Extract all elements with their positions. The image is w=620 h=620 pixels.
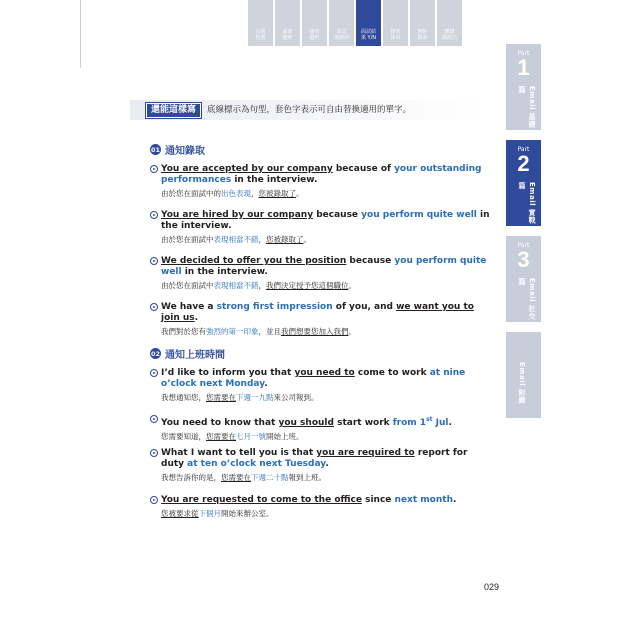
page-number: 029 — [484, 582, 500, 592]
section-number-badge: 01 — [150, 145, 161, 154]
sentence-pattern: You are hired by our company — [161, 210, 314, 220]
chinese-translation — [161, 235, 490, 245]
sentence-pattern: 您被錄取了 — [258, 189, 296, 198]
plain-text: 由於您在面試中的 — [161, 189, 221, 198]
section-number-badge: 02 — [150, 349, 161, 358]
sentence-pattern: 我們決定授予您這個職位 — [266, 281, 349, 290]
plain-text: . — [194, 313, 199, 323]
replaceable-word: next month — [394, 495, 453, 505]
top-tab-8[interactable]: 離職 感謝信 — [437, 0, 462, 46]
sentence-pattern: 您需要在 — [206, 432, 236, 441]
sentence-pattern: 您被錄取了 — [266, 235, 304, 244]
phrase-entry — [150, 164, 490, 199]
sentence-pattern: You are accepted by our company — [161, 164, 333, 174]
replaceable-word: at ten o’clock next Tuesday — [187, 459, 326, 469]
play-bullet-icon — [150, 449, 158, 457]
tip-badge: 還能這樣寫 — [146, 103, 201, 118]
phrase-entry — [150, 210, 490, 245]
plain-text: ， — [258, 281, 266, 290]
plain-text: because — [313, 210, 362, 220]
replaceable-word: at nine o’clock next Monday — [161, 368, 466, 389]
plain-text: . — [325, 459, 329, 469]
plain-text: ， — [258, 235, 266, 244]
sentence-pattern: 我們想要您加入我們 — [281, 327, 349, 336]
plain-text: 開始上班。 — [266, 432, 304, 441]
play-bullet-icon — [150, 496, 158, 504]
plain-text: because — [346, 256, 395, 266]
replaceable-word: 下週二十點 — [251, 473, 289, 482]
top-tab-6[interactable]: 接受 錄取 — [383, 0, 408, 46]
replaceable-word: 表現相當不錯 — [213, 281, 259, 290]
plain-text: 報到上班。 — [288, 473, 326, 482]
phrase-entry — [150, 256, 490, 291]
phrase-entry — [150, 368, 490, 403]
section-heading-1 — [150, 142, 205, 157]
plain-text: 由於您在面試中 — [161, 281, 214, 290]
top-chapter-tabs — [248, 0, 462, 46]
phrase-entry — [150, 448, 490, 483]
chinese-translation — [161, 432, 490, 442]
plain-text: . — [264, 379, 268, 389]
sentence-pattern: you should — [278, 418, 334, 428]
replaceable-word: 七月一號 — [236, 432, 266, 441]
tip-instruction: 底線標示為句型，套色字表示可自由替換適用的單字。 — [207, 105, 412, 115]
plain-text: because of — [332, 164, 395, 174]
replaceable-word: you perform quite well — [161, 256, 487, 277]
plain-text: 我想告訴你的是， — [161, 473, 221, 482]
english-sentence — [161, 495, 490, 506]
plain-text: 。 — [303, 235, 311, 244]
plain-text: 。 — [348, 327, 356, 336]
top-tab-1[interactable]: 自我 推薦 — [248, 0, 273, 46]
english-sentence — [161, 368, 490, 390]
replaceable-word: your outstanding performances — [161, 164, 482, 185]
english-sentence — [161, 448, 490, 470]
plain-text: report for duty — [161, 448, 468, 469]
plain-text: 。 — [348, 281, 356, 290]
plain-text: start work — [333, 418, 393, 428]
plain-text: since — [361, 495, 395, 505]
english-sentence — [161, 164, 490, 186]
play-bullet-icon — [150, 369, 158, 377]
sentence-pattern: You are requested to come to the office — [161, 495, 362, 505]
plain-text: in the interview. — [181, 267, 268, 277]
plain-text: 我們對於您有 — [161, 327, 206, 336]
sentence-pattern: 您需要在 — [206, 393, 236, 402]
section-heading-2 — [150, 346, 225, 361]
chinese-translation — [161, 189, 490, 199]
chinese-translation — [161, 509, 490, 519]
plain-text: 由於您在面試中 — [161, 235, 214, 244]
sentence-pattern: you need to — [294, 368, 355, 378]
sentence-pattern: you are required to — [316, 448, 415, 458]
phrase-entry — [150, 495, 490, 519]
sentence-pattern: we want you to join us — [161, 302, 474, 323]
plain-text: . — [452, 495, 457, 505]
chinese-translation — [161, 281, 490, 291]
top-tab-7[interactable]: 婉拒 錄取 — [410, 0, 435, 46]
section-title: 通知上班時間 — [165, 350, 225, 361]
play-bullet-icon — [150, 211, 158, 219]
plain-text: 。 — [296, 189, 304, 198]
replaceable-word: strong first impression — [216, 302, 333, 312]
english-sentence — [161, 256, 490, 278]
plain-text: 來公司報到。 — [273, 393, 319, 402]
english-sentence — [161, 414, 490, 429]
chinese-translation — [161, 393, 490, 403]
top-tab-5-active[interactable]: 面試結 果 Y/N — [356, 0, 381, 46]
play-bullet-icon — [150, 165, 158, 173]
margin-line — [80, 0, 81, 68]
top-tab-2[interactable]: 面談 邀約 — [275, 0, 300, 46]
top-tab-4[interactable]: 面試 感謝函 — [329, 0, 354, 46]
replaceable-word: from 1st Jul — [392, 416, 449, 428]
plain-text: We have a — [161, 302, 217, 312]
side-tab-part-2[interactable]: Part 2 Email 實戰篇 — [506, 140, 541, 226]
plain-text: 我想通知您， — [161, 393, 206, 402]
play-bullet-icon — [150, 257, 158, 265]
english-sentence — [161, 210, 490, 232]
top-tab-3[interactable]: 接受 邀約 — [302, 0, 327, 46]
phrase-entry — [150, 414, 490, 442]
plain-text: . — [448, 418, 452, 428]
plain-text: in the interview. — [161, 210, 490, 231]
sentence-pattern: 您需要在 — [221, 473, 251, 482]
sentence-pattern: 您被要求從 — [161, 509, 199, 518]
play-bullet-icon — [150, 303, 158, 311]
replaceable-word: 出色表現 — [221, 189, 251, 198]
side-tab-appendix[interactable]: Email 附錄 — [506, 332, 541, 418]
plain-text: I’d like to inform you that — [161, 368, 295, 378]
side-tab-part-3[interactable]: Part 3 Email 社交篇 — [506, 236, 541, 322]
plain-text: in the interview. — [231, 175, 318, 185]
phrase-entry — [150, 302, 490, 337]
play-bullet-icon — [150, 415, 158, 423]
chinese-translation — [161, 473, 490, 483]
plain-text: 您需要知道， — [161, 432, 206, 441]
side-tab-part-1[interactable]: Part 1 Email 基礎篇 — [506, 44, 541, 130]
plain-text: ，並且 — [258, 327, 281, 336]
plain-text: of you, and — [332, 302, 397, 312]
chinese-translation — [161, 327, 490, 337]
plain-text: What I want to tell you is that — [161, 448, 317, 458]
replaceable-word: 強烈的第一印象 — [206, 327, 259, 336]
plain-text: ， — [251, 189, 259, 198]
plain-text: You need to know that — [161, 418, 279, 428]
plain-text: come to work — [354, 368, 430, 378]
sentence-pattern: We decided to offer you the position — [161, 256, 347, 266]
section-title: 通知錄取 — [165, 146, 205, 157]
replaceable-word: you perform quite well — [361, 210, 477, 220]
replaceable-word: 下週一九點 — [236, 393, 274, 402]
replaceable-word: 下個月 — [198, 509, 221, 518]
plain-text: 開始來辦公室。 — [221, 509, 274, 518]
replaceable-word: 表現相當不錯 — [213, 235, 259, 244]
english-sentence — [161, 302, 490, 324]
